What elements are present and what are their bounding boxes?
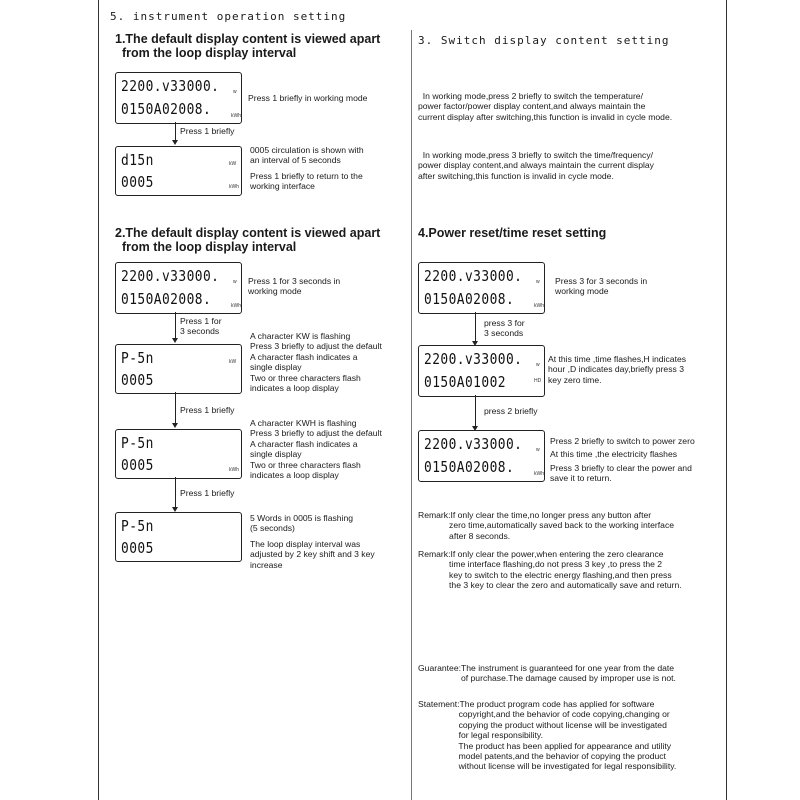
left-border: [98, 0, 99, 800]
section1-heading: 1.The default display content is viewed apart from the loop display interval: [115, 32, 381, 60]
section3-para2: In working mode,press 3 briefly to switch the time/frequency/ power display content,and always maintain the current display after switching,this function is invalid in cycle mode.: [418, 150, 654, 181]
arrow-line: [475, 395, 476, 427]
p3-note-a: 5 Words in 0005 is flashing (5 seconds): [250, 513, 354, 534]
power-note-b: At this time ,the electricity flashes: [550, 449, 678, 459]
lcd-unit-1: kW: [229, 161, 237, 167]
lcd-row-2: 0150A02008.: [424, 290, 515, 308]
power-note-a: Press 2 briefly to switch to power zero: [550, 436, 695, 446]
arrow-label: press 3 for 3 seconds: [484, 318, 525, 339]
lcd-display-main-1: [115, 72, 242, 124]
lcd-unit-2: kWh: [231, 113, 241, 119]
lcd-unit-2: HD: [534, 378, 542, 384]
lcd-unit-1: kW: [229, 359, 237, 365]
dis-note-a: 0005 circulation is shown with an interval of 5 seconds: [250, 145, 364, 166]
lcd-row-2: 0150A02008.: [121, 290, 212, 308]
lcd-unit-1: w: [233, 279, 237, 285]
p2-notes: A character KWH is flashing Press 3 briefly to adjust the default A character flash indicates a single display Two or three characters flash indicates a loop display: [250, 418, 382, 481]
lcd-unit-1: w: [536, 279, 540, 285]
lcd-display-dis: [115, 146, 242, 196]
right-border: [726, 0, 727, 800]
arrow-line: [175, 392, 176, 424]
lcd-display-time: [418, 345, 545, 397]
lcd-row-1: 2200.v33000.: [424, 435, 523, 453]
lcd-row-1: 2200.v33000.: [121, 77, 220, 95]
lcd-display-p3: [115, 512, 242, 562]
arrow-down-icon: [172, 423, 178, 428]
section2-heading: 2.The default display content is viewed apart from the loop display interval: [115, 226, 381, 254]
lcd-row-1: 2200.v33000.: [424, 350, 523, 368]
lcd-display-p2: [115, 429, 242, 479]
lcd-unit-1: w: [536, 447, 540, 453]
dis-note-b: Press 1 briefly to return to the working interface: [250, 171, 363, 192]
lcd-display-main-2: [115, 262, 242, 314]
time-note: At this time ,time flashes,H indicates hour ,D indicates day,briefly press 3 key zero time.: [548, 354, 687, 385]
arrow-down-icon: [172, 338, 178, 343]
lcd-row-2: 0150A02008.: [424, 458, 515, 476]
arrow-label: Press 1 briefly: [180, 488, 235, 498]
arrow-line: [475, 312, 476, 342]
lcd-display-power: [418, 430, 545, 482]
page-title: 5. instrument operation setting: [110, 10, 347, 23]
lcd-row-2: 0005: [121, 173, 154, 191]
lcd-display-main-4: [418, 262, 545, 314]
lcd-main-1-note: Press 1 briefly in working mode: [248, 93, 368, 103]
lcd-unit-1: w: [536, 362, 540, 368]
lcd-unit-1: w: [233, 89, 237, 95]
statement-text: Statement:The product program code has applied for software copyright,and the behavior of code copying,changing or copying the product without license will be investigated for legal responsibility. The product has been applied for appearance and utility model patents,and the behavior of copying the product without license will be investigated for legal responsibility.: [418, 699, 677, 772]
lcd-display-p1: [115, 344, 242, 394]
lcd-row-2: 0005: [121, 371, 154, 389]
lcd-row-1: P-5n: [121, 434, 154, 452]
lcd-row-1: 2200.v33000.: [424, 267, 523, 285]
lcd-main-4-note: Press 3 for 3 seconds in working mode: [555, 276, 648, 297]
p1-notes: A character KW is flashing Press 3 briefly to adjust the default A character flash indicates a single display Two or three characters flash indicates a loop display: [250, 331, 382, 394]
arrow-label: press 2 briefly: [484, 406, 538, 416]
section3-heading: 3. Switch display content setting: [418, 34, 670, 47]
arrow-line: [175, 312, 176, 339]
remark-power: Remark:If only clear the power,when entering the zero clearance time interface flashing,do not press 3 key ,to press the 2 key to switch to the electric energy flashing,and then press the 3 key to clear the zero and automatically save and return.: [418, 549, 682, 591]
arrow-label: Press 1 briefly: [180, 405, 235, 415]
lcd-row-1: d15n: [121, 151, 154, 169]
p3-note-b: The loop display interval was adjusted by 2 key shift and 3 key increase: [250, 539, 375, 570]
arrow-down-icon: [172, 140, 178, 145]
guarantee-text: Guarantee:The instrument is guaranteed for one year from the date of purchase.The damage caused by improper use is not.: [418, 663, 676, 684]
lcd-main-2-note: Press 1 for 3 seconds in working mode: [248, 276, 341, 297]
lcd-row-2: 0005: [121, 456, 154, 474]
section3-para1: In working mode,press 2 briefly to switch the temperature/ power factor/power display content,and always maintain the current display after switching,this function is invalid in cycle mode.: [418, 91, 673, 122]
power-note-c: Press 3 briefly to clear the power and save it to return.: [550, 463, 692, 484]
lcd-row-1: P-5n: [121, 517, 154, 535]
arrow-label: Press 1 for 3 seconds: [180, 316, 222, 337]
lcd-unit-2: kWh: [534, 303, 544, 309]
lcd-row-1: P-5n: [121, 349, 154, 367]
lcd-unit-2: kWh: [229, 184, 239, 190]
lcd-unit-2: kWh: [229, 467, 239, 473]
lcd-unit-2: kWh: [231, 303, 241, 309]
lcd-row-1: 2200.v33000.: [121, 267, 220, 285]
remark-time: Remark:If only clear the time,no longer press any button after zero time,automatically saved back to the working interface after 8 seconds.: [418, 510, 675, 541]
arrow-label: Press 1 briefly: [180, 126, 235, 136]
section4-heading: 4.Power reset/time reset setting: [418, 226, 607, 240]
arrow-line: [175, 477, 176, 508]
lcd-unit-2: kWh: [534, 471, 544, 477]
arrow-line: [175, 122, 176, 141]
lcd-row-2: 0150A01002: [424, 373, 506, 391]
column-divider: [411, 30, 412, 800]
lcd-row-2: 0005: [121, 539, 154, 557]
lcd-row-2: 0150A02008.: [121, 100, 212, 118]
